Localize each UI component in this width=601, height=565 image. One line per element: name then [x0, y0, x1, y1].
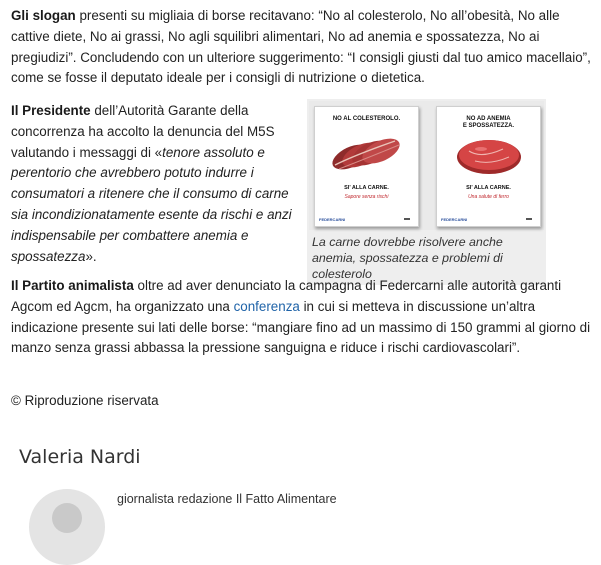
quoted-text: tenore assoluto e perentorio che avrebbero potuto indurre i consumatori a ritenere che il consumo di carne sia incondizionatamente esente da rischi e anzi indispensabile per combattere anemia e spossatezza — [11, 144, 292, 264]
poster-claim: SI’ ALLA CARNE. — [466, 185, 511, 191]
paragraph-text: in cui si metteva in discussione un’altra indicazione presente sui lati delle borse: “mangiare fino ad un massimo di 150 grammi al giorno di manzo senza grassi abbassa la pressione sanguigna e riduce i rischi cardiovascolari”. — [11, 298, 591, 356]
paragraph-president — [11, 101, 303, 267]
paragraph-text: presenti su migliaia di borse recitavano: “No al colesterolo, No all’obesità, No alle cattive diete, No ai grassi, No agli squilibri alimentari, No ad anemia e spossatezza, No ai pregiudizi”. Concludendo con un ulteriore suggerimento: “I consigli giusti dal tuo amico macellaio”, come se fosse il deputato ideale per i consigli di nutrizione o dietetica. — [11, 8, 591, 86]
poster-claim: SI’ ALLA CARNE. — [344, 185, 389, 191]
poster-subline: Sapore senza rischi — [344, 194, 389, 200]
figure-photo — [309, 101, 544, 230]
poster-title: NO AL COLESTEROLO. — [332, 116, 401, 122]
conference-link[interactable]: conferenza — [233, 298, 300, 314]
author-name[interactable]: Valeria Nardi — [19, 446, 141, 468]
poster-mark — [526, 218, 532, 220]
paragraph-tail: ». — [85, 248, 97, 264]
paragraph-lead: Il Partito animalista — [11, 278, 134, 293]
raw-steak-image — [451, 133, 527, 177]
poster-title-line1: NO AD ANEMIA — [466, 116, 511, 122]
campaign-poster-anemia — [436, 106, 541, 227]
poster-title-line2: E SPOSSATEZZA. — [462, 123, 515, 129]
paragraph-lead: Il Presidente — [11, 103, 91, 118]
paragraph-slogans — [11, 6, 596, 89]
poster-brand-logo: FEDERCARNI — [441, 217, 468, 222]
paragraph-animalist-party — [11, 276, 596, 359]
article-figure — [307, 99, 546, 285]
paragraph-text: oltre ad aver denunciato la campagna di Federcarni alle autorità garanti Agcom ed Agcm, ha organizzato una — [11, 278, 562, 314]
campaign-poster-cholesterol — [314, 106, 419, 227]
sliced-meat-image — [325, 127, 407, 179]
paragraph-lead: Gli slogan — [11, 8, 76, 23]
author-avatar[interactable] — [29, 489, 105, 565]
poster-brand-logo: FEDERCARNI — [319, 217, 346, 222]
figure-caption: La carne dovrebbe risolvere anche anemia, spossatezza e problemi di colesterolo — [312, 235, 503, 281]
avatar-placeholder-icon — [52, 503, 82, 533]
paragraph-text: dell’Autorità Garante della concorrenza ha accolto la denuncia del M5S valutando i messaggi di « — [11, 103, 275, 160]
poster-subline: Una salute di ferro — [468, 194, 509, 200]
poster-mark — [404, 218, 410, 220]
copyright-notice: © Riproduzione riservata — [11, 393, 159, 408]
author-bio: giornalista redazione Il Fatto Alimentare — [117, 492, 337, 506]
